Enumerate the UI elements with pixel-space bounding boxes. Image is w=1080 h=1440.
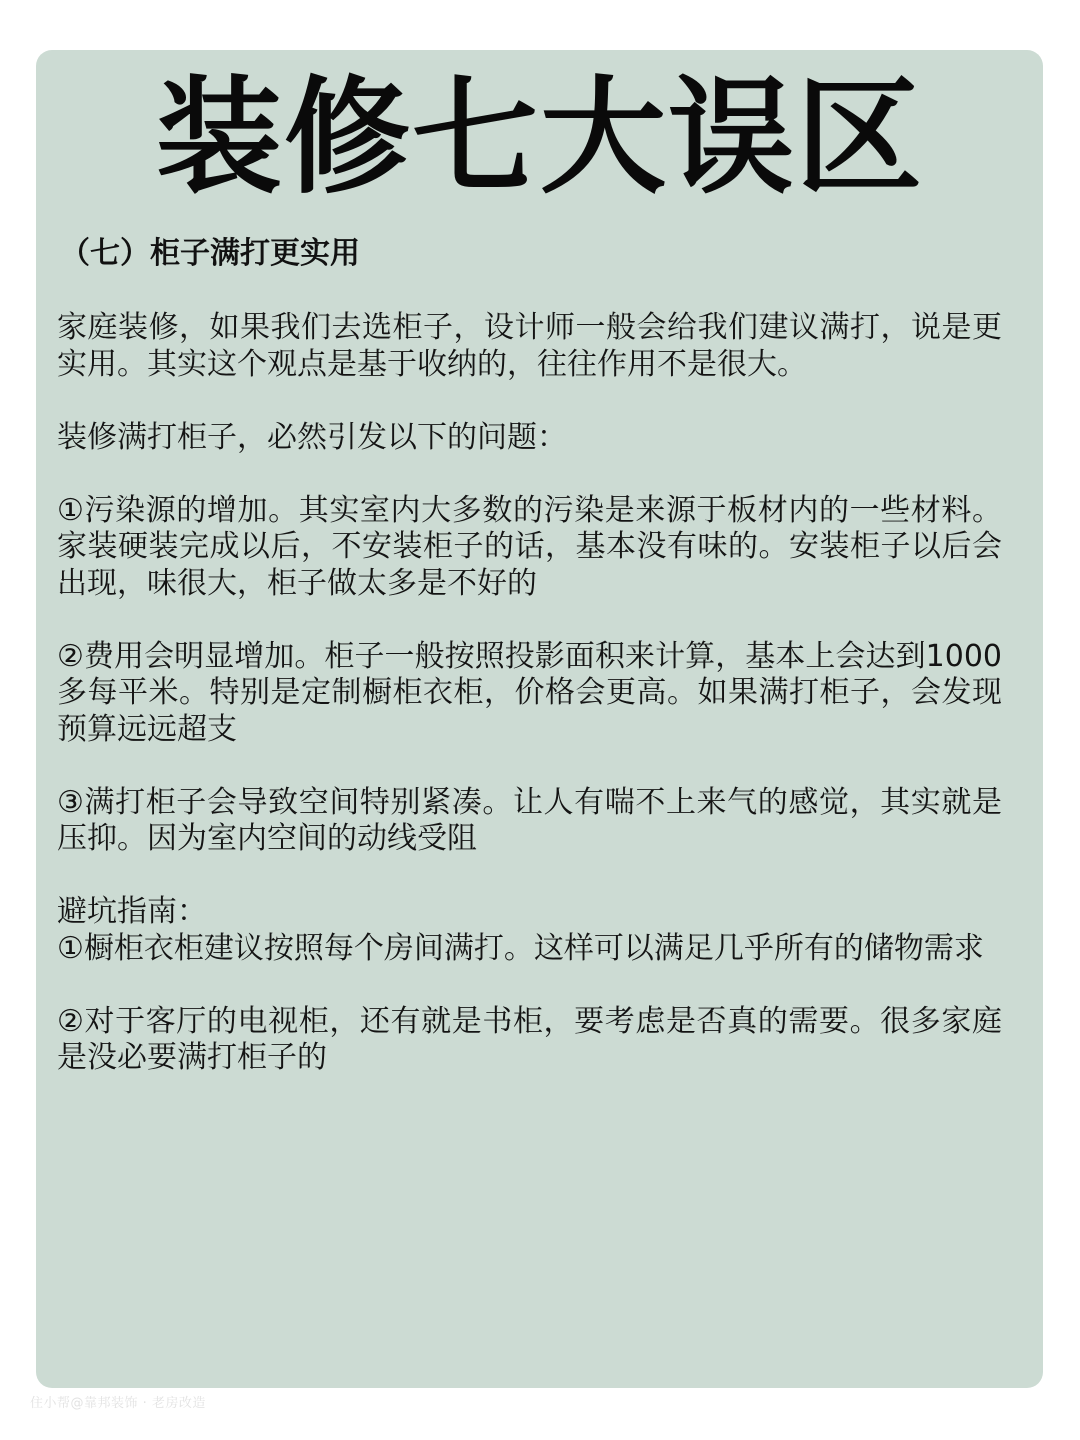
guide-item-tv-bookcase: ②对于客厅的电视柜，还有就是书柜，要考虑是否真的需要。很多家庭是没必要满打柜子的 — [57, 1003, 1002, 1075]
guide-heading: 避坑指南： — [57, 894, 207, 929]
section-subtitle: （七）柜子满打更实用 — [60, 236, 360, 271]
article-body — [57, 310, 1002, 1113]
watermark: 住小帮@靠邦装饰 · 老房改造 — [30, 1396, 206, 1411]
intro-paragraph: 家庭装修，如果我们去选柜子，设计师一般会给我们建议满打，说是更实用。其实这个观点是基于收纳的，往往作用不是很大。 — [57, 310, 1002, 382]
problem-item-space: ③满打柜子会导致空间特别紧凑。让人有喘不上来气的感觉，其实就是压抑。因为室内空间的动线受阻 — [57, 784, 1002, 856]
guide-item-kitchen-wardrobe: ①橱柜衣柜建议按照每个房间满打。这样可以满足几乎所有的储物需求 — [57, 930, 984, 966]
problem-item-cost: ②费用会明显增加。柜子一般按照投影面积来计算，基本上会达到1000多每平米。特别是定制橱柜衣柜，价格会更高。如果满打柜子，会发现预算远远超支 — [57, 638, 1002, 747]
problems-lead-paragraph: 装修满打柜子，必然引发以下的问题： — [57, 419, 567, 455]
problem-item-pollution: ①污染源的增加。其实室内大多数的污染是来源于板材内的一些材料。家装硬装完成以后，不安装柜子的话，基本没有味的。安装柜子以后会出现，味很大，柜子做太多是不好的 — [57, 492, 1002, 601]
page-title: 装修七大误区 — [156, 64, 924, 211]
